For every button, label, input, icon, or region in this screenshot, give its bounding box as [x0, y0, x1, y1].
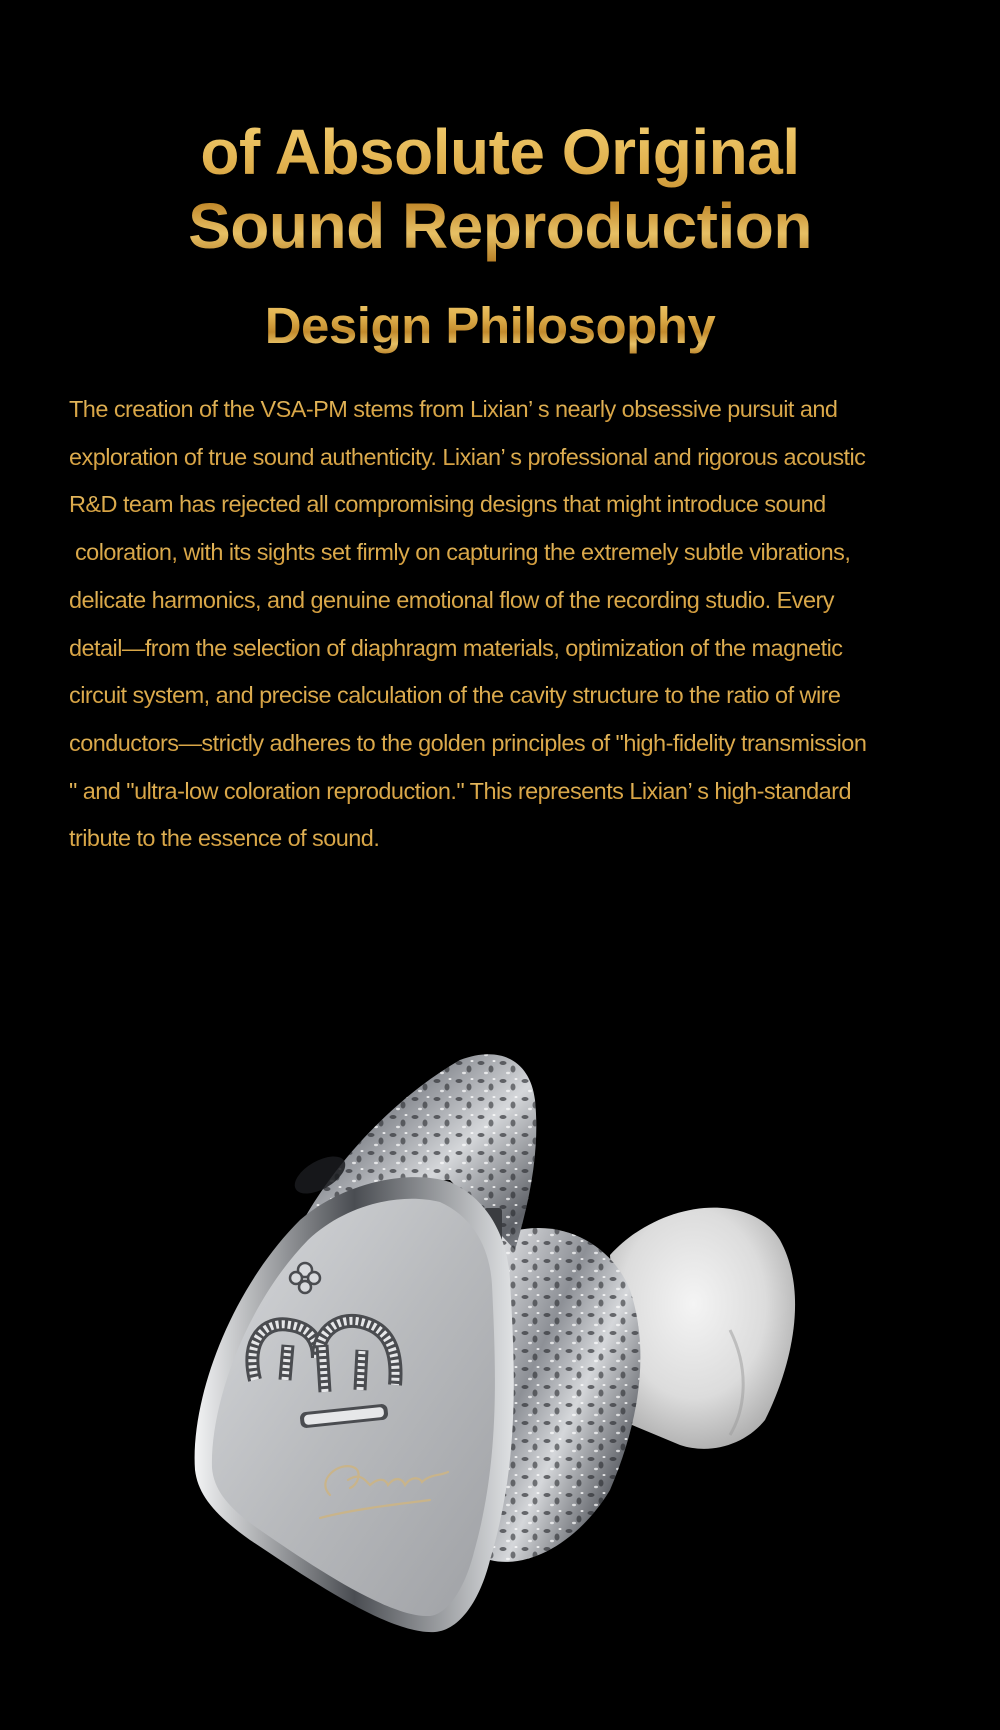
headline-line-2: Sound Reproduction — [188, 189, 812, 262]
design-philosophy-paragraph — [69, 386, 939, 863]
paragraph-line: " and "ultra-low coloration reproduction." This represents Lixian’ s high-standard — [69, 768, 939, 816]
paragraph-line: tribute to the essence of sound. — [69, 815, 939, 863]
paragraph-line: exploration of true sound authenticity. Lixian’ s professional and rigorous acoustic — [69, 434, 939, 482]
paragraph-line: delicate harmonics, and genuine emotional flow of the recording studio. Every — [69, 577, 939, 625]
product-image-earphone — [190, 1040, 870, 1640]
paragraph-line: detail—from the selection of diaphragm materials, optimization of the magnetic — [69, 625, 939, 673]
earphone-faceplate — [195, 1177, 514, 1632]
paragraph-line: coloration, with its sights set firmly on capturing the extremely subtle vibrations, — [69, 529, 939, 577]
section-title: Design Philosophy — [0, 296, 980, 356]
paragraph-line: circuit system, and precise calculation of the cavity structure to the ratio of wire — [69, 672, 939, 720]
headline-line-1: of Absolute Original — [200, 115, 800, 188]
headline — [0, 115, 1000, 263]
paragraph-line: R&D team has rejected all compromising designs that might introduce sound — [69, 481, 939, 529]
earphone-illustration — [190, 1040, 870, 1640]
paragraph-line: The creation of the VSA-PM stems from Lixian’ s nearly obsessive pursuit and — [69, 386, 939, 434]
paragraph-line: conductors—strictly adheres to the golden principles of "high-fidelity transmission — [69, 720, 939, 768]
